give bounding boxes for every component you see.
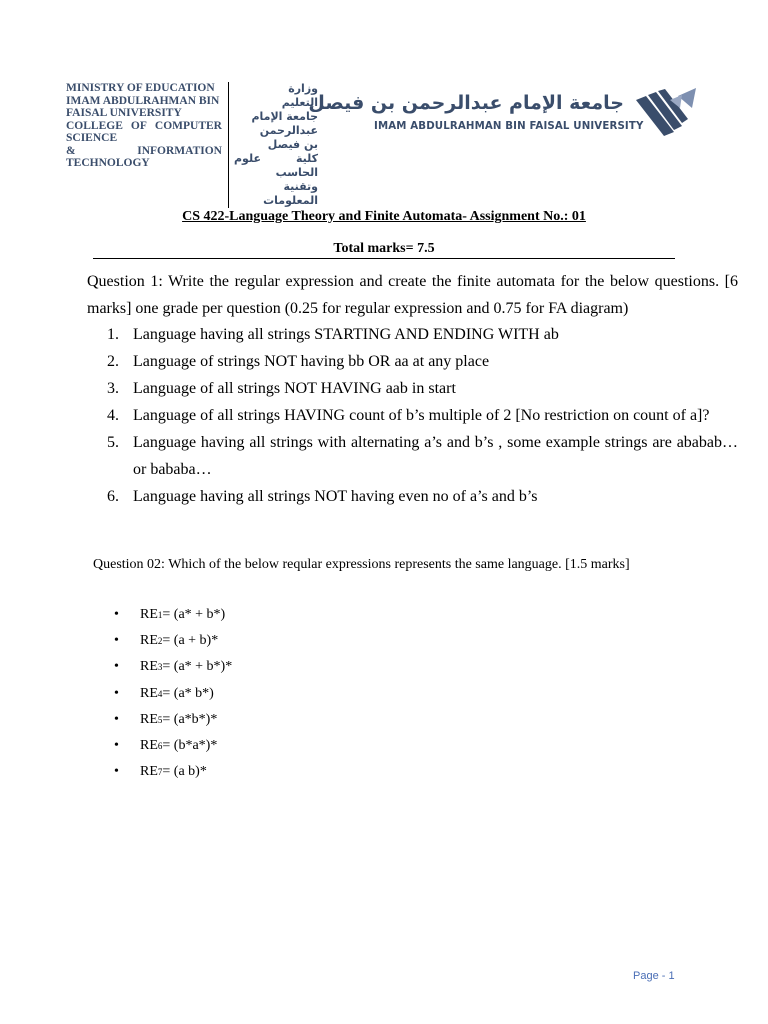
header-ministry: MINISTRY OF EDUCATION xyxy=(66,82,215,94)
item-text: Language having all strings with alternating a’s and b’s , some example strings are ababab… or bababa… xyxy=(133,434,738,478)
page-number: Page - 1 xyxy=(633,970,675,982)
bullet-icon: • xyxy=(114,685,119,701)
logo-arabic-name: جامعة الإمام عبدالرحمن بن فيصل xyxy=(308,92,624,114)
header-university-line2: FAISAL UNIVERSITY xyxy=(66,107,182,119)
header-arabic-block xyxy=(234,82,318,208)
header-ar-line: بن فيصل xyxy=(267,138,318,151)
header-college-line: COLLEGE OF COMPUTER xyxy=(66,119,222,132)
item-text: Language having all strings NOT having even no of a’s and b’s xyxy=(133,488,538,505)
list-item: • RE 6 = (b*a*)* xyxy=(114,733,232,759)
header-ar-line: وتقنية xyxy=(283,180,318,193)
header-english-block xyxy=(66,82,222,170)
bullet-icon: • xyxy=(114,607,119,622)
list-item xyxy=(87,321,738,348)
bullet-icon: • xyxy=(114,764,119,780)
header-ar-line: الحاسب xyxy=(275,166,318,179)
question1-intro: Question 1: Write the regular expression and create the finite automata for the below questions. [6 marks] one grade per question (0.25 for regular expression and 0.75 for FA diagram) xyxy=(87,273,738,317)
header-divider xyxy=(228,82,229,208)
header-ar-line: جامعة الإمام xyxy=(251,110,318,123)
question1-list xyxy=(87,321,738,510)
header-university-line1: IMAM ABDULRAHMAN BIN xyxy=(66,94,220,107)
header-technology: TECHNOLOGY xyxy=(66,157,150,169)
bullet-icon: • xyxy=(114,659,119,675)
header-science: SCIENCE xyxy=(66,132,118,144)
header-ar-line: التعليم xyxy=(281,96,318,109)
question2-intro: Question 02: Which of the below reqular expressions represents the same language. [1.5 marks] xyxy=(93,557,630,572)
item-text: Language of all strings NOT HAVING aab in start xyxy=(133,380,456,397)
document-title: CS 422-Language Theory and Finite Automata- Assignment No.: 01 xyxy=(182,209,586,224)
list-item: • RE 4 = (a* b*) xyxy=(114,681,232,707)
title-rule xyxy=(93,258,675,259)
header-ar-line: عبدالرحمن xyxy=(259,124,318,137)
item-number: 4. xyxy=(107,407,119,424)
item-text: Language of strings NOT having bb OR aa at any place xyxy=(133,353,490,370)
bullet-icon: • xyxy=(114,633,119,649)
list-item xyxy=(87,348,738,375)
logo-english-name: IMAM ABDULRAHMAN BIN FAISAL UNIVERSITY xyxy=(374,121,644,132)
list-item xyxy=(87,483,738,510)
header-information-line: & INFORMATION xyxy=(66,144,222,157)
question2-list xyxy=(114,602,232,785)
item-number: 2. xyxy=(107,353,119,370)
item-text: Language of all strings HAVING count of b’s multiple of 2 [No restriction on count of a]? xyxy=(133,407,710,424)
list-item xyxy=(87,402,738,429)
item-number: 1. xyxy=(107,326,119,343)
header-ar-line: المعلومات xyxy=(263,194,318,207)
bullet-icon: • xyxy=(114,711,119,727)
header-ar-line: وزارة xyxy=(288,82,318,95)
list-item xyxy=(87,375,738,402)
item-text: Language having all strings STARTING AND ENDING WITH ab xyxy=(133,326,559,343)
list-item xyxy=(87,429,738,483)
list-item: • RE 3 = (a* + b*)* xyxy=(114,654,232,680)
item-number: 6. xyxy=(107,488,119,505)
item-number: 3. xyxy=(107,380,119,397)
header-ar-college-line: كلية علوم xyxy=(234,152,318,165)
university-logo-icon xyxy=(634,86,698,138)
bullet-icon: • xyxy=(114,738,119,754)
list-item: • RE 2 = (a + b)* xyxy=(114,628,232,654)
list-item: • RE 5 = (a*b*)* xyxy=(114,707,232,733)
list-item: • RE 1 = (a* + b*) xyxy=(114,602,232,628)
item-number: 5. xyxy=(107,434,119,451)
total-marks: Total marks= 7.5 xyxy=(333,241,435,256)
list-item: • RE 7 = (a b)* xyxy=(114,759,232,785)
